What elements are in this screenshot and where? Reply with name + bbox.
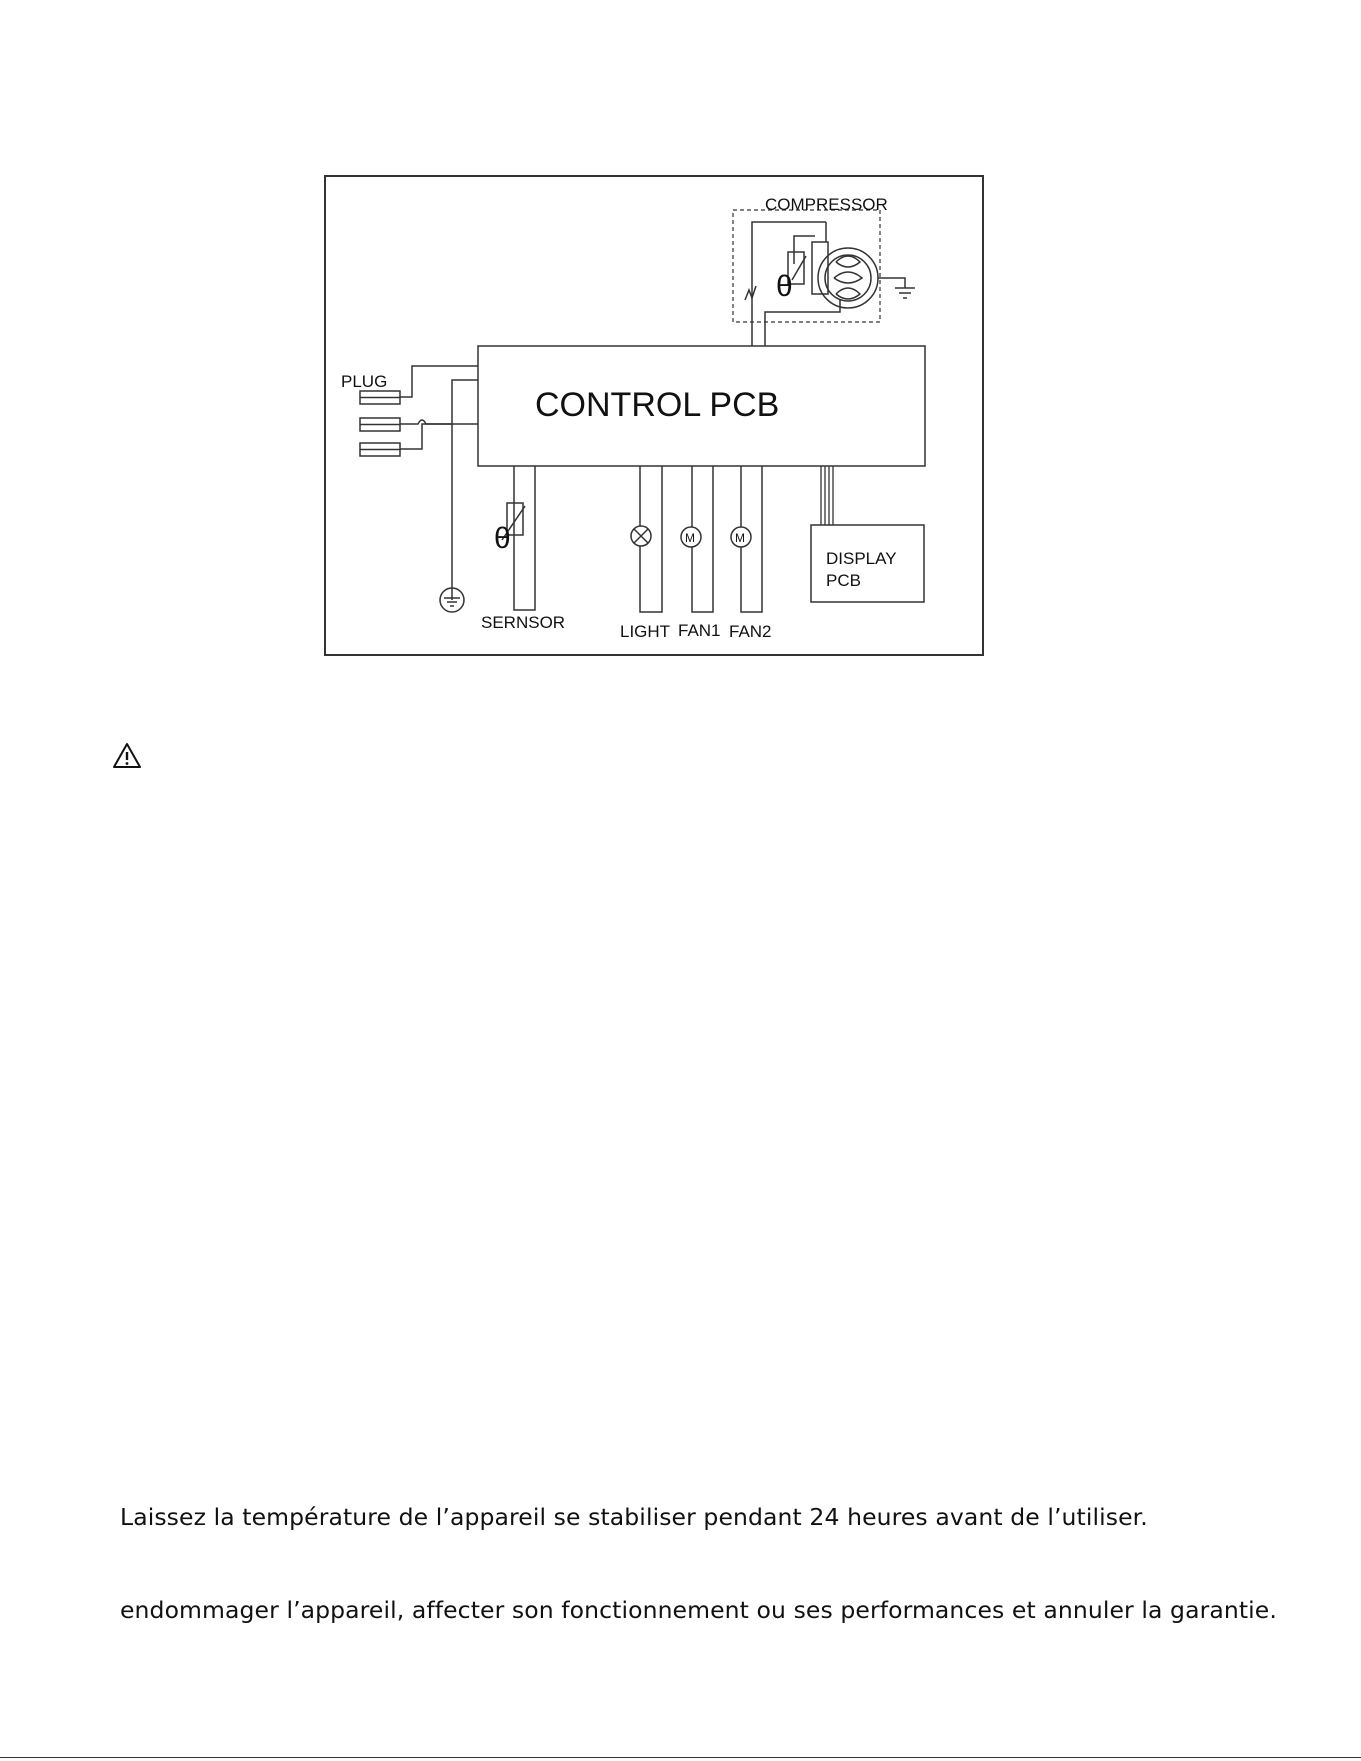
- display-pcb-label-line2: PCB: [826, 571, 861, 590]
- warning-triangle-icon: [112, 742, 142, 770]
- display-pcb-wires: [821, 466, 833, 525]
- light-symbol: [631, 466, 662, 612]
- compressor-box: [733, 210, 880, 322]
- warranty-warning-text: endommager l’appareil, affecter son fonctionnement ou ses performances et annuler la garantie.: [120, 1596, 1277, 1624]
- plug-label: PLUG: [341, 372, 388, 391]
- compressor-label: COMPRESSOR: [765, 195, 888, 214]
- fan1-motor-symbol: M: [685, 531, 695, 545]
- plug-symbol: [360, 366, 478, 600]
- control-pcb-label: CONTROL PCB: [535, 386, 780, 424]
- light-label: LIGHT: [620, 622, 671, 641]
- display-pcb-label-line1: DISPLAY: [826, 549, 897, 568]
- fan2-motor-symbol: M: [735, 531, 745, 545]
- sensor-thermistor-symbol: θ: [494, 522, 511, 555]
- wiring-diagram: [0, 0, 1361, 700]
- fan1-label: FAN1: [678, 621, 721, 640]
- stabilize-temperature-text: Laissez la température de l’appareil se stabiliser pendant 24 heures avant de l’utiliser.: [120, 1503, 1148, 1531]
- sensor-label: SERNSOR: [481, 613, 566, 632]
- compressor-internals: [745, 222, 915, 346]
- page-bottom-rule: [0, 1757, 1361, 1758]
- thermistor-symbol: θ: [776, 270, 793, 303]
- fan2-label: FAN2: [729, 622, 772, 641]
